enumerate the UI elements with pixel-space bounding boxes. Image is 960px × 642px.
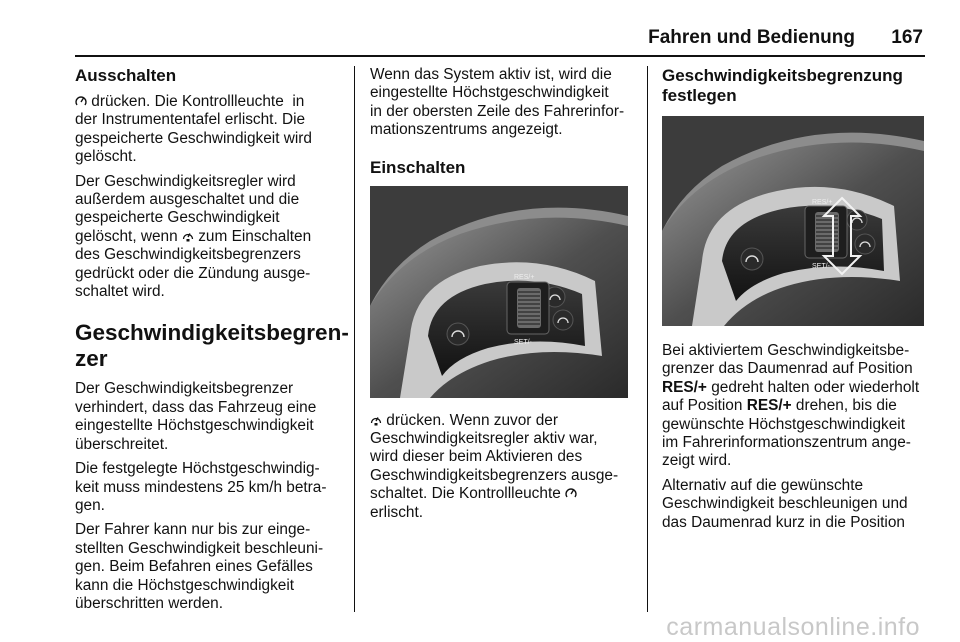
header-rule — [75, 55, 925, 57]
heading-einschalten: Einschalten — [370, 157, 466, 177]
wheel-set-label: SET/- — [514, 338, 532, 346]
header-title: Fahren und Bedienung — [648, 27, 855, 48]
page-number: 167 — [891, 27, 923, 48]
paragraph-off-2a: Der Geschwindigkeitsregler wird außerdem ausgeschaltet und die gespeicherte Geschwindigkeit gelöscht, wenn — [75, 172, 300, 245]
speed-limiter-icon — [182, 229, 194, 242]
steering-wheel-illustration-1 — [370, 186, 628, 398]
paragraph-off-2b: zum Einschalten des Geschwindigkeitsbegrenzers gedrückt oder die Zündung ausge- schaltet wird. — [75, 227, 312, 301]
paragraph-active-info: Wenn das System aktiv ist, wird die eingestellte Höchstgeschwindigkeit in der obersten Zeile des Fahrerinfor- mationszentrums angezeigt. — [370, 66, 625, 139]
paragraph-limiter-3: Der Fahrer kann nur bis zur einge- stellten Geschwindigkeit beschleuni- gen. Beim Befahren eines Gefälles kann die Höchstgeschwindigkeit überschritten werden. — [75, 521, 324, 612]
column-divider-2 — [647, 66, 648, 612]
wheel-res-label: RES/+ — [514, 273, 535, 281]
paragraph-set-1: Bei aktiviertem Geschwindigkeitsbe- grenzer das Daumenrad auf Position RES/+ gedreht halten oder wiederholt auf Position RES/+ drehen, bis die gewünschte Höchstgeschwindigkeit im Fahrerinformationszentrum ange- zeigt wird. — [662, 342, 920, 470]
watermark: carmanualsonline.info — [666, 613, 920, 641]
paragraph-off-1-text: drücken. Die Kontrollleuchte in der Instrumententafel erlischt. Die gespeicherte Geschwindigkeit wird gelöscht. — [75, 93, 312, 166]
column-2 — [370, 66, 636, 522]
speed-limiter-icon — [370, 413, 382, 426]
column-1 — [75, 66, 349, 613]
cruise-indicator-icon — [565, 486, 577, 499]
paragraph-off-2 — [75, 173, 345, 302]
page-header — [75, 27, 925, 55]
wheel-set-label-2: SET/- — [812, 263, 830, 270]
paragraph-on-a: drücken. Wenn zuvor der Geschwindigkeitsregler aktiv war, wird dieser beim Aktivieren des Geschwindigkeitsbegrenzers ausge- schaltet. Die Kontrollleuchte — [370, 411, 619, 503]
cruise-indicator-icon — [75, 94, 87, 107]
wheel-res-label-2: RES/+ — [812, 199, 833, 206]
heading-ausschalten: Ausschalten — [75, 66, 177, 85]
column-3 — [662, 66, 928, 532]
paragraph-on — [370, 412, 636, 522]
paragraph-limiter-1: Der Geschwindigkeitsbegrenzer verhindert, dass das Fahrzeug eine eingestellte Höchstgeschwindigkeit überschreitet. — [75, 380, 317, 453]
steering-wheel-illustration-2 — [662, 116, 924, 326]
heading-set-limit: Geschwindigkeitsbegrenzung festlegen — [662, 66, 903, 105]
column-divider-1 — [354, 66, 355, 612]
res-plus-label: RES/+ — [746, 397, 792, 415]
paragraph-on-b: erlischt. — [370, 503, 424, 521]
res-plus-label: RES/+ — [662, 378, 707, 396]
paragraph-limiter-2: Die festgelegte Höchstgeschwindig- keit muss mindestens 25 km/h betra- gen. — [75, 460, 327, 514]
heading-limiter: Geschwindigkeitsbegren- zer — [75, 320, 349, 372]
paragraph-set-2: Alternativ auf die gewünschte Geschwindigkeit beschleunigen und das Daumenrad kurz in die Position — [662, 476, 908, 531]
paragraph-off-1 — [75, 93, 345, 167]
